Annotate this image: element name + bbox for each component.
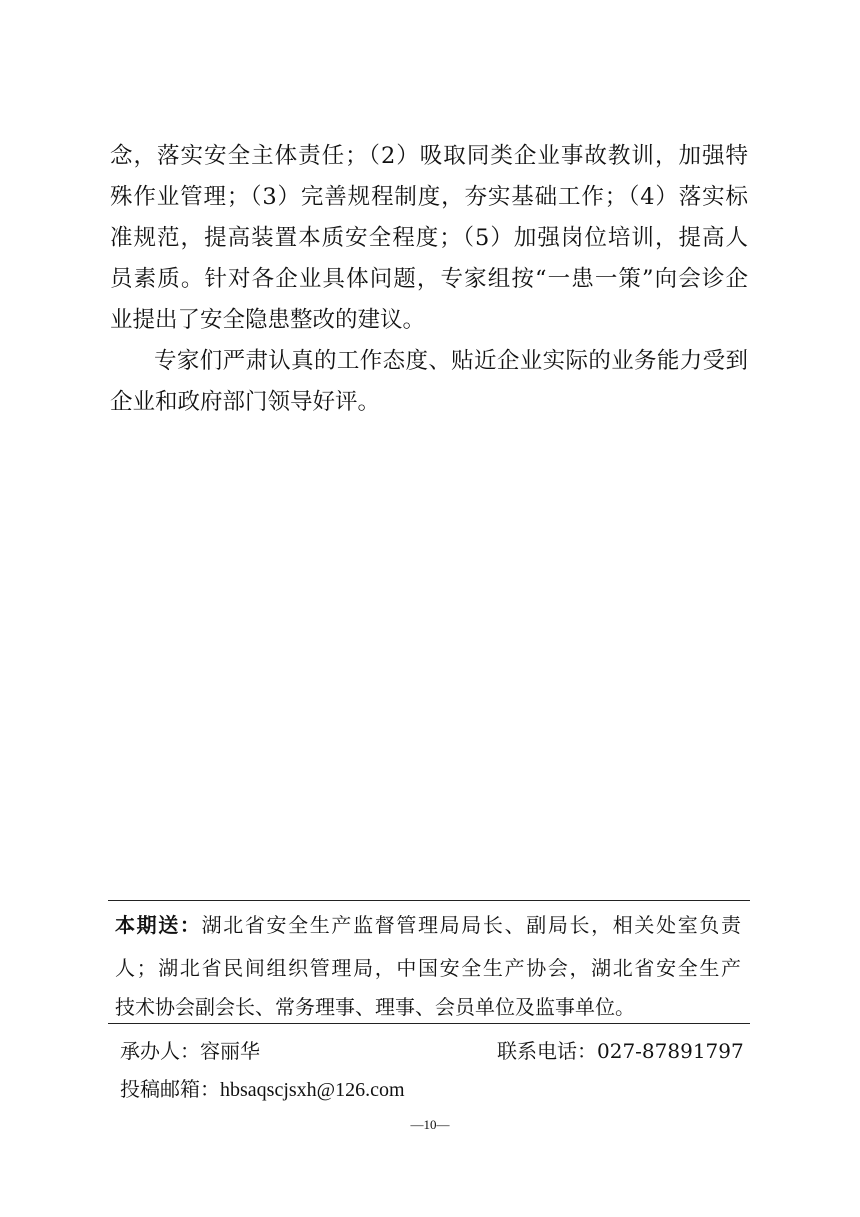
distribution-line: 人；湖北省民间组织管理局，中国安全生产协会，湖北省安全生产	[115, 956, 741, 980]
bottom-divider	[108, 1023, 750, 1024]
paragraph-line: 殊作业管理；（3）完善规程制度，夯实基础工作；（4）落实标	[110, 184, 748, 210]
email	[120, 1079, 405, 1100]
distribution-line: 技术协会副会长、常务理事、理事、会员单位及监事单位。	[115, 995, 635, 1019]
email-label: 投稿邮箱：	[120, 1077, 220, 1101]
handler-label: 承办人：	[120, 1039, 200, 1063]
page-number: —10—	[410, 1117, 450, 1132]
handler-name: 容丽华	[200, 1039, 260, 1063]
phone	[497, 1041, 744, 1061]
paragraph-line: 准规范，提高装置本质安全程度；（5）加强岗位培训，提高人	[110, 225, 748, 251]
paragraph-line: 企业和政府部门领导好评。	[110, 389, 381, 415]
phone-label: 联系电话：	[497, 1039, 597, 1063]
paragraph-line: 念，落实安全主体责任；（2）吸取同类企业事故教训，加强特	[110, 143, 748, 169]
paragraph-line: 员素质。针对各企业具体问题，专家组按“一患一策”向会诊企	[110, 266, 748, 292]
distribution-line	[115, 915, 741, 935]
paragraph-line: 业提出了安全隐患整改的建议。	[110, 307, 426, 333]
phone-number: 027-87891797	[597, 1039, 744, 1063]
top-divider	[108, 900, 750, 901]
distribution-text: 湖北省安全生产监督管理局局长、副局长，相关处室负责	[201, 913, 742, 937]
distribution-label: 本期送：	[115, 913, 202, 937]
email-address: hbsaqscjsxh@126.com	[220, 1079, 405, 1101]
paragraph-line: 专家们严肃认真的工作态度、贴近企业实际的业务能力受到	[154, 348, 748, 374]
handler	[120, 1041, 260, 1061]
